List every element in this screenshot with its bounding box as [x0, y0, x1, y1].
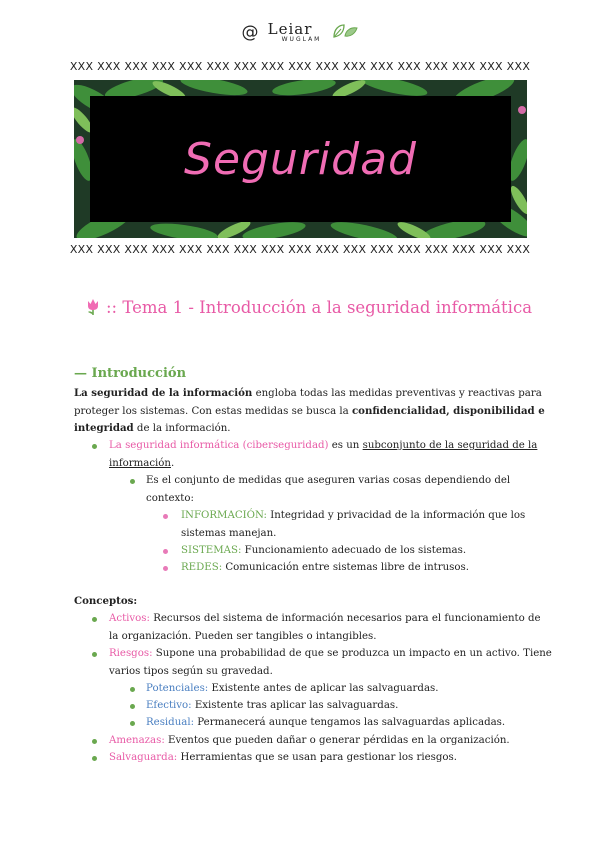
term-label: La seguridad informática (ciberseguridad) — [109, 440, 329, 451]
list-text: Funcionamiento adecuado de los sistemas. — [241, 545, 467, 556]
bullet-dot — [130, 687, 135, 692]
leaf-strip-top — [74, 277, 527, 284]
bullet-dot — [130, 704, 135, 709]
title-banner — [74, 80, 527, 238]
term-label: Activos: — [109, 613, 150, 624]
intro-line-1 — [74, 385, 542, 403]
list-item-conjunto-cont: contexto: — [146, 493, 194, 504]
list-text: Recursos del sistema de información necesarios para el funcionamiento de — [149, 613, 541, 624]
list-item-riesgos-cont: varios tipos según su gravedad. — [109, 666, 273, 677]
bullet-dot — [130, 479, 135, 484]
list-text: Eventos que pueden dañar o generar pérdidas en la organización. — [164, 735, 510, 746]
term-label: INFORMACIÓN: — [181, 510, 267, 521]
term-label: REDES: — [181, 562, 223, 573]
list-item-informacion — [181, 507, 525, 525]
intro-term: La seguridad de la información — [74, 387, 253, 399]
section-title-text: Introducción a la seguridad informática — [199, 298, 533, 317]
list-text: . — [171, 458, 175, 469]
list-item-amenazas — [109, 732, 510, 750]
list-text: es un — [328, 440, 363, 451]
list-item-salvaguarda — [109, 749, 457, 767]
term-label: Riesgos: — [109, 648, 153, 659]
list-text: Herramientas que se usan para gestionar los riesgos. — [177, 752, 457, 763]
list-text: Integridad y privacidad de la información que los — [266, 510, 526, 521]
list-item-redes — [181, 559, 469, 577]
leaf-icon — [332, 23, 358, 43]
list-text: Comunicación entre sistemas libre de intrusos. — [222, 562, 470, 573]
conceptos-heading: Conceptos: — [74, 595, 138, 607]
term-label: Amenazas: — [109, 735, 165, 746]
intro-line-2 — [74, 403, 545, 421]
list-text: Existente antes de aplicar las salvaguardas. — [208, 683, 439, 694]
logo-at: @ — [241, 22, 259, 43]
leaf-strip-bottom — [74, 336, 527, 343]
list-item-efectivo — [146, 697, 398, 715]
list-text: Permanecerá aunque tengamos las salvaguardas aplicadas. — [194, 717, 506, 728]
decorative-x-row-bottom: XXX XXX XXX XXX XXX XXX XXX XXX XXX XXX XXX XXX XXX XXX XXX XXX XXX — [69, 243, 531, 256]
bullet-dot — [163, 549, 168, 554]
list-item-residual — [146, 714, 505, 732]
list-item-potenciales — [146, 680, 439, 698]
logo-name-sub: WUGLAM — [281, 36, 322, 43]
bullet-dot — [92, 652, 97, 657]
intro-term: confidencialidad, disponibilidad e — [351, 405, 545, 417]
term-label: SISTEMAS: — [181, 545, 242, 556]
intro-line-3 — [74, 420, 231, 438]
term-label: Potenciales: — [146, 683, 209, 694]
list-item-riesgos — [109, 645, 552, 663]
list-text-underlined: subconjunto de la seguridad de la — [362, 440, 538, 451]
list-item-ciberseguridad-cont — [109, 455, 174, 473]
list-item-sistemas — [181, 542, 466, 560]
bullet-dot — [163, 566, 168, 571]
intro-text: proteger los sistemas. Con estas medidas se busca la — [74, 406, 352, 417]
list-item-activos — [109, 610, 541, 628]
intro-term: integridad — [74, 422, 134, 434]
bullet-dot — [92, 444, 97, 449]
term-label: Efectivo: — [146, 700, 192, 711]
list-text-underlined: información — [109, 458, 171, 469]
list-item-conjunto: Es el conjunto de medidas que aseguren varias cosas dependiendo del — [146, 475, 511, 486]
term-label: Residual: — [146, 717, 195, 728]
logo-name-main: Leiar — [267, 20, 313, 38]
intro-text: engloba todas las medidas preventivas y reactivas para — [252, 388, 542, 399]
bullet-dot — [92, 756, 97, 761]
decorative-x-row-top: XXX XXX XXX XXX XXX XXX XXX XXX XXX XXX XXX XXX XXX XXX XXX XXX XXX — [69, 60, 531, 73]
list-text: Existente tras aplicar las salvaguardas. — [191, 700, 399, 711]
bullet-dot — [163, 514, 168, 519]
banner-black-box — [90, 96, 511, 222]
bullet-dot — [92, 739, 97, 744]
term-label: Salvaguarda: — [109, 752, 178, 763]
bullet-dot — [130, 721, 135, 726]
section-title — [86, 298, 536, 320]
logo-name — [268, 22, 322, 43]
section-title-prefix: :: Tema 1 - — [106, 298, 200, 317]
bullet-dot — [92, 617, 97, 622]
list-item-informacion-cont: sistemas manejan. — [181, 528, 277, 539]
list-item-activos-cont: la organización. Pueden ser tangibles o intangibles. — [109, 631, 377, 642]
intro-text: de la información. — [133, 423, 231, 434]
page-title: Seguridad — [184, 133, 417, 185]
list-item-ciberseguridad — [109, 437, 537, 455]
tulip-icon — [86, 298, 100, 320]
intro-heading: — Introducción — [74, 366, 187, 381]
header-logo — [0, 22, 600, 43]
list-text: Supone una probabilidad de que se produzca un impacto en un activo. Tiene — [152, 648, 552, 659]
